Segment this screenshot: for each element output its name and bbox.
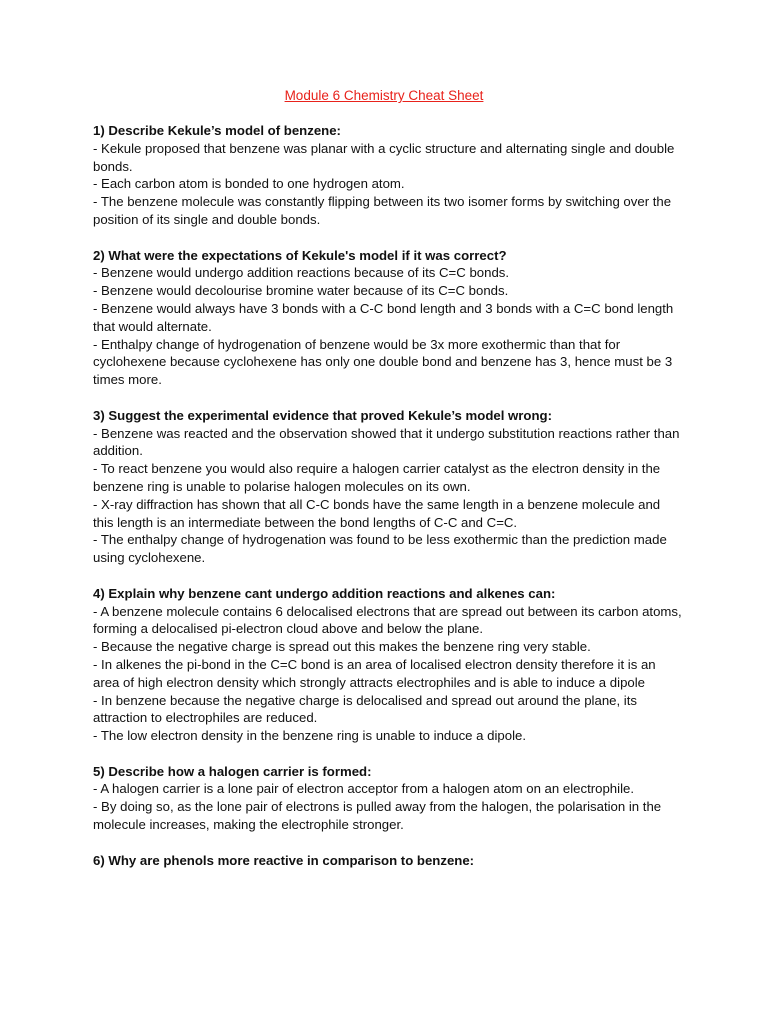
section-line: - By doing so, as the lone pair of electrons is pulled away from the halogen, the polarisation in the molecule increases, making the electrophile stronger. (93, 799, 662, 833)
section-question: 3) Suggest the experimental evidence that proved Kekule’s model wrong: (93, 407, 552, 423)
section-line: - Benzene would always have 3 bonds with a C-C bond length and 3 bonds with a C=C bond length that would alternate. (93, 300, 674, 334)
section-line: - Benzene would undergo addition reactions because of its C=C bonds. (93, 265, 510, 281)
section-line: - Because the negative charge is spread out this makes the benzene ring very stable. (93, 639, 591, 655)
document-title: Module 6 Chemistry Cheat Sheet (284, 88, 484, 103)
section-phenols (93, 852, 683, 870)
section-line: - Each carbon atom is bonded to one hydrogen atom. (93, 176, 405, 192)
section-halogen-carrier (93, 763, 683, 834)
section-kekule-model (93, 122, 683, 229)
document-body (93, 122, 683, 887)
section-line: - The benzene molecule was constantly flipping between its two isomer forms by switching over the position of its single and double bonds. (93, 194, 672, 227)
section-question: 2) What were the expectations of Kekule's model if it was correct? (93, 247, 507, 263)
section-line: - Benzene would decolourise bromine water because of its C=C bonds. (93, 283, 509, 299)
section-line: - Benzene was reacted and the observation showed that it undergo substitution reactions rather than addition. (93, 425, 680, 459)
section-line: - X-ray diffraction has shown that all C-C bonds have the same length in a benzene molecule and this length is an intermediate between the bond lengths of C-C and C=C. (93, 496, 661, 530)
section-line: - To react benzene you would also require a halogen carrier catalyst as the electron density in the benzene ring is unable to polarise halogen molecules on its own. (93, 461, 661, 494)
section-line: - The enthalpy change of hydrogenation was found to be less exothermic than the prediction made using cyclohexene. (93, 532, 667, 566)
section-line: - A benzene molecule contains 6 delocalised electrons that are spread out between its carbon atoms, forming a delocalised pi-electron cloud above and below the plane. (93, 603, 682, 637)
section-question: 5) Describe how a halogen carrier is formed: (93, 763, 372, 779)
section-experimental-evidence (93, 407, 683, 567)
section-line: - Kekule proposed that benzene was planar with a cyclic structure and alternating single and double bonds. (93, 140, 675, 174)
section-line: - In alkenes the pi-bond in the C=C bond is an area of localised electron density therefore it is an area of high electron density which strongly attracts electrophiles and is able to induce a dipole (93, 656, 656, 690)
section-line: - The low electron density in the benzene ring is unable to induce a dipole. (93, 728, 527, 744)
section-question: 1) Describe Kekule’s model of benzene: (93, 123, 341, 138)
section-line: - In benzene because the negative charge is delocalised and spread out around the plane, its attraction to electrophiles are reduced. (93, 692, 637, 726)
section-addition-reactions (93, 585, 683, 745)
section-question: 6) Why are phenols more reactive in comparison to benzene: (93, 852, 475, 868)
section-line: - Enthalpy change of hydrogenation of benzene would be 3x more exothermic than that for cyclohexene because cyclohexene has only one double bond and benzene has 3, hence must be 3 times more. (93, 336, 673, 388)
section-question: 4) Explain why benzene cant undergo addition reactions and alkenes can: (93, 585, 556, 601)
section-line: - A halogen carrier is a lone pair of electron acceptor from a halogen atom on an electrophile. (93, 781, 635, 797)
section-kekule-expectations (93, 247, 683, 389)
